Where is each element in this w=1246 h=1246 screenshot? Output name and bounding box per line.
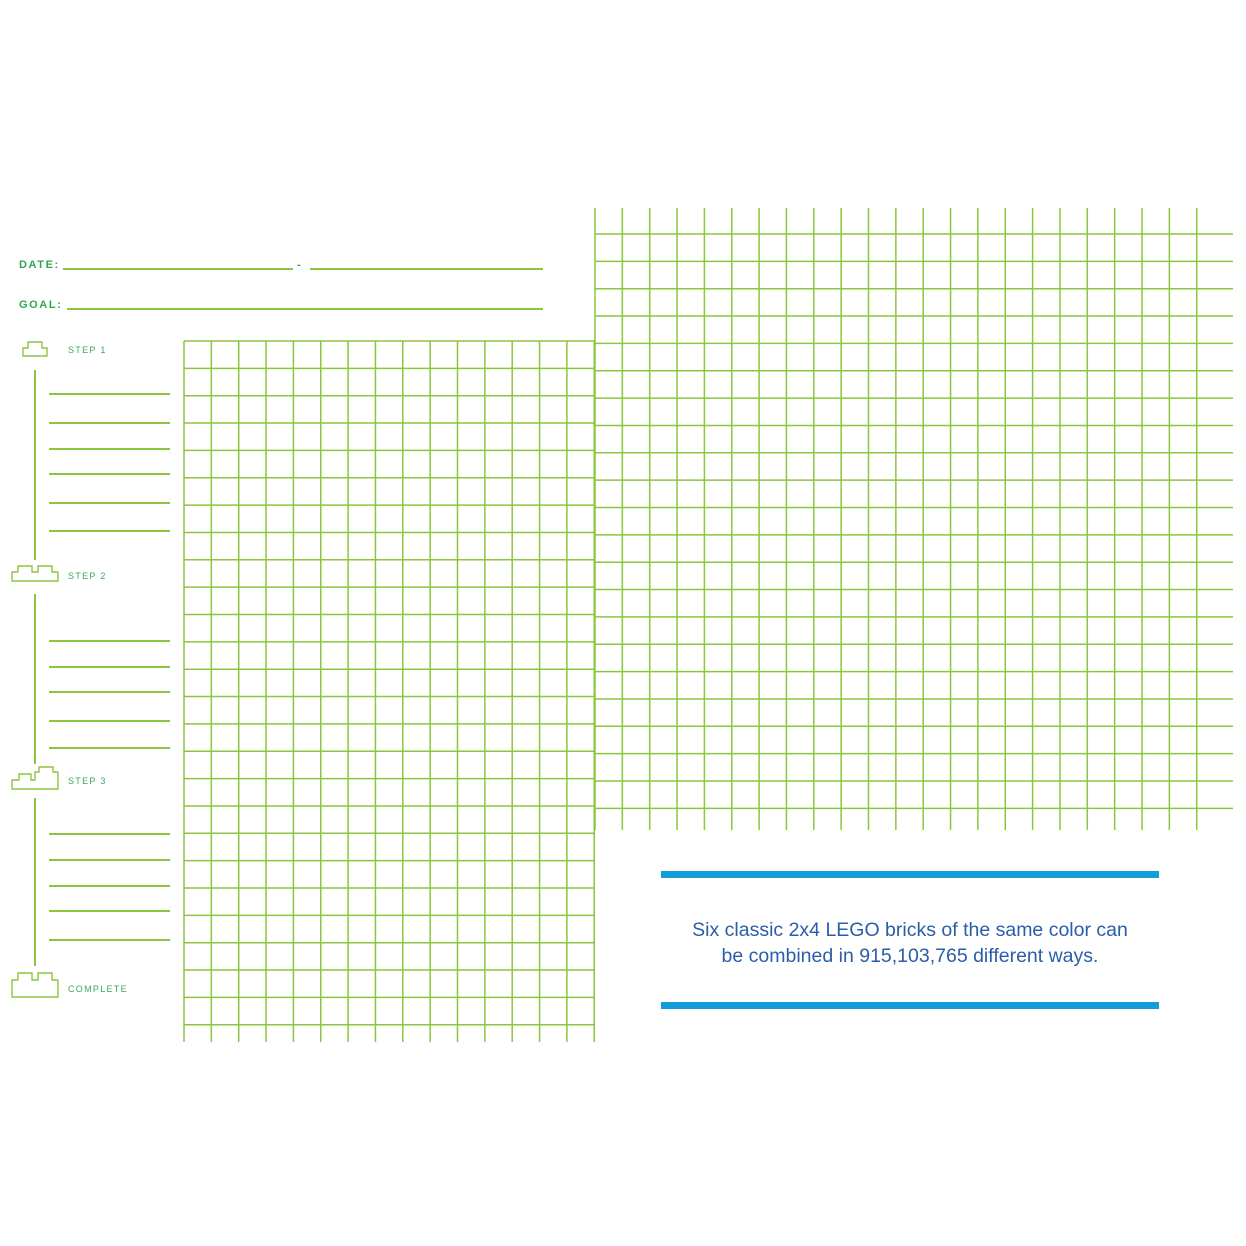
fact-line-1: Six classic 2x4 LEGO bricks of the same color can [692, 919, 1128, 941]
fact-bottom-bar [661, 1002, 1159, 1009]
goal-label: GOAL: [19, 299, 63, 311]
step-3-label: STEP 3 [68, 776, 107, 786]
fact-line-2: be combined in 915,103,765 different ways. [721, 945, 1099, 967]
complete-label: COMPLETE [68, 984, 128, 994]
step-2-label: STEP 2 [68, 571, 107, 581]
fact-top-bar [661, 871, 1159, 878]
date-label: DATE: [19, 259, 60, 271]
step-1-label: STEP 1 [68, 345, 107, 355]
date-separator: - [297, 259, 303, 271]
